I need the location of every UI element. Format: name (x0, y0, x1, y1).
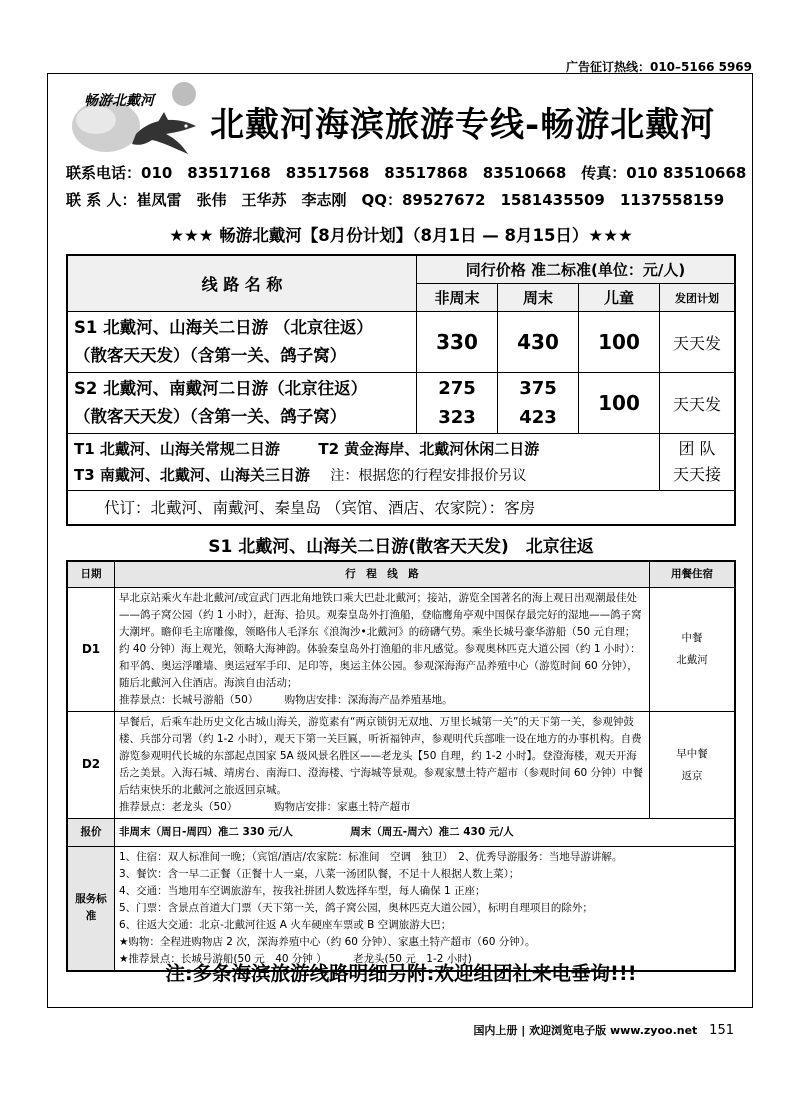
day-2-label: D2 (67, 711, 115, 818)
page-number: 151 (709, 1023, 734, 1038)
price-weekday: 非周末（周日-周四）准二 330 元/人 (119, 825, 293, 838)
itinerary-table (66, 560, 736, 972)
plan-title: ★★★ 畅游北戴河【8月份计划】（8月1日 — 8月15日）★★★ (169, 226, 633, 245)
col-plan: 发团计划 (660, 283, 736, 311)
price-weekend: 周末（周五-周六）准二 430 元/人 (350, 825, 514, 838)
s1-weekday-price: 330 (417, 312, 498, 373)
route-s1-line2: （散客天天发）（含第一关、鸽子窝） (74, 346, 347, 366)
service-item: 3、餐饮：含一早二正餐（正餐十人一桌，八菜一汤团队餐，不足十人根据人数上菜）； (119, 867, 520, 880)
s2-weekday-price (417, 373, 498, 434)
service-list (115, 846, 736, 971)
route-s1 (67, 312, 417, 373)
day-2-meal (650, 711, 736, 818)
s1-weekend-price: 430 (498, 312, 579, 373)
day-1-meal-a: 中餐 (681, 632, 703, 644)
s1-child-price: 100 (579, 312, 660, 373)
day-1-label: D1 (67, 587, 115, 711)
day-2-meal-b: 返京 (681, 769, 703, 782)
page-title: 北戴河海滨旅游专线-畅游北戴河 (210, 105, 716, 145)
day-2-meal-a: 早中餐 (676, 747, 708, 760)
col-weekday: 非周末 (417, 283, 498, 311)
route-t3: T3 南戴河、北戴河、山海关三日游 (74, 465, 310, 484)
route-t1: T1 北戴河、山海关常规二日游 (74, 439, 280, 458)
s2-weekend-price-a: 375 (519, 378, 557, 400)
footer-text: 国内上册 | 欢迎浏览电子版 www.zyoo.net (473, 1024, 698, 1037)
service-item: ★购物：全程进购物店 2 次，深海养殖中心（约 60 分钟）、家惠土特产超市（60 分钟）。 (119, 935, 536, 948)
col-child: 儿童 (579, 283, 660, 311)
col-weekend: 周末 (498, 283, 579, 311)
header-meal: 用餐住宿 (650, 561, 736, 587)
route-name-header: 线 路 名 称 (67, 255, 417, 312)
s2-weekday-price-a: 275 (438, 378, 476, 400)
service-item: 6、往返大交通：北京-北戴河往返 A 火车硬座车票或 B 空调旅游大巴； (119, 918, 452, 931)
s1-plan: 天天发 (660, 312, 736, 373)
route-s2 (67, 373, 417, 434)
day-1-recommend: 推荐景点：长城号游船（50） 购物店安排：深海海产品养殖基地。 (119, 693, 453, 706)
price-table (66, 254, 736, 526)
day-2-text: 早餐后，后乘车赴历史文化古城山海关，游览素有“两京锁钥无双地、万里长城第一关”的天下第一关，参观钟鼓楼、兵部分司署（约 1-2 小时），观天下第一关巨匾，听祈福钟声，参观明代兵部唯一设在地方的办事机构。自费游览参观明代长城的东部起点国家 5A 级风景名胜区——老龙头【50 自理，约 1-2 小时】。登澄海楼，观天开海岳之美景。入海石城、靖虏台、南海口、澄海楼、宁海城等景观。参观家慧土特产超市（参观时间 60 分钟）中餐后结束快乐的北戴河之旅返回京城。 (119, 715, 644, 796)
header-date: 日期 (67, 561, 115, 587)
route-t-note: 注：根据您的行程安排报价另议 (330, 467, 527, 484)
day-2-content (115, 711, 650, 818)
s2-plan: 天天发 (660, 373, 736, 434)
footer (473, 1022, 734, 1038)
team-routes (67, 434, 660, 491)
route-t2: T2 黄金海岸、北戴河休闲二日游 (318, 439, 540, 458)
s2-child-price: 100 (579, 373, 660, 434)
s2-weekday-price-b: 323 (438, 407, 476, 429)
s2-weekend-price-b: 423 (519, 407, 557, 429)
service-item: 4、交通：当地用车空调旅游车，按我社拼团人数选择车型，每人确保 1 正座； (119, 884, 486, 897)
contact-phones: 联系电话：010 83517168 83517568 83517868 83510668 传真：010 83510668 (66, 164, 747, 182)
agency-booking: 代订：北戴河、南戴河、秦皇岛 （宾馆、酒店、农家院）：客房 (67, 490, 735, 525)
price-row (115, 818, 736, 846)
brand-name: 畅游北戴河 (84, 93, 154, 109)
team-label-2: 天天接 (672, 465, 721, 484)
price-header: 同行价格 准二标准(单位：元/人) (417, 255, 736, 283)
route-s2-line2: （散客天天发）（含第一关、鸽子窝） (74, 407, 347, 427)
service-item: 1、住宿：双人标准间一晚；（宾馆/酒店/农家院：标准间 空调 独卫） 2、优秀导游服务：当地导游讲解。 (119, 850, 623, 863)
price-label: 报价 (67, 818, 115, 846)
s2-weekend-price (498, 373, 579, 434)
day-2-recommend: 推荐景点：老龙头（50） 购物店安排：家惠土特产超市 (119, 800, 411, 813)
team-daily (660, 434, 736, 491)
route-s2-line1: S2 北戴河、南戴河二日游（北京往返） (74, 379, 368, 399)
route-s1-line1: S1 北戴河、山海关二日游 （北京往返） (74, 318, 373, 338)
day-1-meal-b: 北戴河 (676, 654, 708, 666)
header-route: 行 程 线 路 (115, 561, 650, 587)
itinerary-title: S1 北戴河、山海关二日游(散客天天发) 北京往返 (208, 537, 594, 557)
contact-people: 联 系 人：崔凤雷 张伟 王华苏 李志刚 QQ：89527672 1581435509 1137558159 (66, 191, 725, 209)
service-label: 服务标准 (67, 846, 115, 971)
ad-hotline: 广告征订热线：010–5166 5969 (565, 60, 752, 74)
day-1-text: 早北京站乘火车赴北戴河/或宣武门西北角地铁口乘大巴赴北戴河；接站，游览全国著名的海上观日出观潮最佳处——鸽子窝公园（约 1 小时），赶海、拾贝。观秦皇岛外打渔船，登临鹰角亭观中国保存最完好的湿地——鸽子窝大潮坪。瞻仰毛主席雕像，领略伟人毛泽东《浪淘沙•北戴河》的磅礴气势。乘坐长城号豪华游船（50 元自理；约 40 分钟）海上观光，领略大海神韵。体验秦皇岛外打渔船的非凡感觉。参观奥林匹克大道公园（约 1 小时）：和平鸽、奥运浮雕墙、奥运冠军手印、足印等，奥运主体公园。参观深海海产品养殖中心（游览时间 60 分钟），随后北戴河入住酒店。海滨自由活动； (119, 591, 642, 689)
day-1-meal (650, 587, 736, 711)
service-item: ★推荐景点：长城号游船(50 元 40 分钟 ） 老龙头(50 元 1-2 小时) (119, 952, 472, 965)
team-label-1: 团 队 (678, 439, 716, 458)
service-item: 5、门票：含景点首道大门票（天下第一关，鸽子窝公园，奥林匹克大道公园），标明自理项目的除外； (119, 901, 593, 914)
bottom-note: 注:多条海滨旅游线路明细另附:欢迎组团社来电垂询!!! (165, 962, 637, 985)
day-1-content (115, 587, 650, 711)
